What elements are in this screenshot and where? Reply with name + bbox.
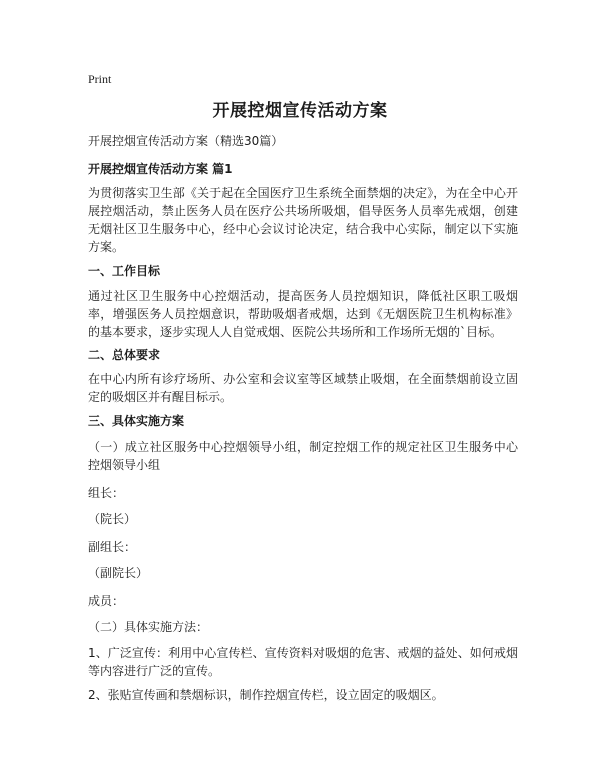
method-1: 1、广泛宣传：利用中心宣传栏、宣传资料对吸烟的危害、戒烟的益处、如何戒烟等内容进行广泛的宣传。	[88, 646, 518, 678]
print-link[interactable]: Print	[88, 72, 112, 86]
method-2: 2、张贴宣传画和禁烟标识，制作控烟宣传栏，设立固定的吸烟区。	[88, 688, 444, 702]
page-title: 开展控烟宣传活动方案	[212, 101, 388, 121]
plan-item-1: （一）成立社区服务中心控烟领导小组，制定控烟工作的规定社区卫生服务中心控烟领导小组	[88, 440, 518, 472]
section-title: 开展控烟宣传活动方案 篇1	[88, 162, 233, 176]
members-label: 成员：	[88, 594, 125, 608]
requirement-paragraph: 在中心内所有诊疗场所、办公室和会议室等区域禁止吸烟，在全面禁烟前设立固定的吸烟区并有醒目标示。	[88, 372, 518, 404]
heading-implementation-plan: 三、具体实施方案	[88, 414, 185, 428]
document-subtitle: 开展控烟宣传活动方案（精选30篇）	[88, 134, 284, 148]
plan-item-2: （二）具体实施方法：	[88, 620, 209, 634]
deputy-role: （副院长）	[88, 566, 149, 580]
leader-label: 组长：	[88, 486, 125, 500]
heading-overall-requirement: 二、总体要求	[88, 348, 161, 362]
intro-paragraph: 为贯彻落实卫生部《关于起在全国医疗卫生系统全面禁烟的决定》，为在全中心开展控烟活动，禁止医务人员在医疗公共场所吸烟，倡导医务人员率先戒烟，创建无烟社区卫生服务中心，经中心会议讨论决定，结合我中心实际，制定以下实施方案。	[88, 186, 518, 254]
heading-work-goal: 一、工作目标	[88, 264, 161, 278]
goal-paragraph: 通过社区卫生服务中心控烟活动，提高医务人员控烟知识，降低社区职工吸烟率，增强医务人员控烟意识，帮助吸烟者戒烟，达到《无烟医院卫生机构标准》的基本要求，逐步实现人人自觉戒烟、医院公共场所和工作场所无烟的`目标。	[88, 289, 518, 339]
leader-role: （院长）	[88, 512, 137, 526]
deputy-label: 副组长：	[88, 540, 137, 554]
